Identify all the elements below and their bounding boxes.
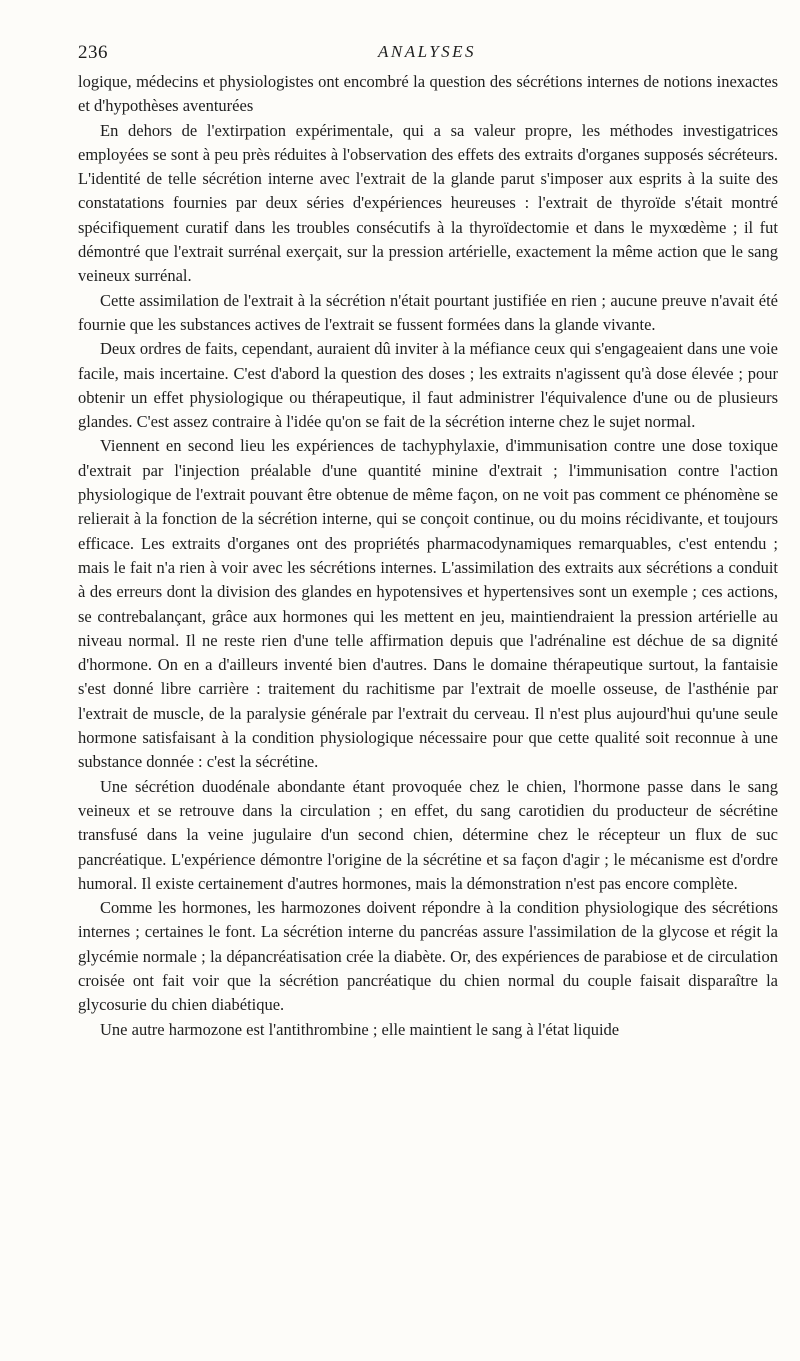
paragraph: Une autre harmozone est l'antithrombine ; elle maintient le sang à l'état liquide: [100, 1019, 620, 1039]
paragraph: Une sécrétion duodénale abondante étant provoquée chez le chien, l'hormone passe dans le sang veineux et se retrouve dans la circulation ; en effet, du sang carotidien du producteur de sécrétine transfusé dans la veine jugulaire d'un second chien, détermine chez le récepteur un flux de suc pancréatique. L'expérience démontre l'origine de la sécrétine et sa façon d'agir ; le mécanisme est d'ordre humoral. Il existe certainement d'autres hormones, mais la démonstration n'est pas encore complète.: [78, 776, 778, 893]
paragraph: Cette assimilation de l'extrait à la sécrétion n'était pourtant justifiée en rien ; aucune preuve n'avait été fournie que les substances actives de l'extrait se fussent formées dans la glande vivante.: [78, 290, 778, 334]
paragraph-continuation: logique, médecins et physiologistes ont encombré la question des sécrétions internes de notions inexactes et d'hypothèses aventurées: [78, 72, 778, 116]
body-text: [78, 70, 778, 1042]
running-title: ANALYSES: [377, 42, 477, 61]
paragraph: Deux ordres de faits, cependant, auraient dû inviter à la méfiance ceux qui s'engageaient dans une voie facile, mais incertaine. C'est d'abord la question des doses ; les extraits n'agissent qu'à dose élevée ; pour obtenir un effet physiologique ou thérapeutique, il faut administrer l'équivalence d'une ou de plusieurs glandes. C'est assez contraire à l'idée qu'on se fait de la sécrétion interne chez le sujet normal.: [78, 339, 778, 432]
paragraph: Viennent en second lieu les expériences de tachyphylaxie, d'immunisation contre une dose toxique d'extrait par l'injection préalable d'une quantité minine d'extrait ; l'immunisation contre l'action physiologique de l'extrait pouvant être obtenue de même façon, on ne voit pas comment ce phénomène se relierait à la fonction de la sécrétion interne, qui se conçoit continue, ou du moins récidivante, et toujours efficace. Les extraits d'organes ont des propriétés pharmacodynamiques remarquables, c'est entendu ; mais le fait n'a rien à voir avec les sécrétions internes. L'assimilation des extraits aux sécrétions a conduit à des erreurs dont la division des glandes en hypotensives et hypertensives sont un exemple ; ces actions, se contrebalançant, grâce aux hormones qui les mettent en jeu, maintiendraient la pression artérielle au niveau normal. Il ne reste rien d'une telle affirmation depuis que l'adrénaline est déchue de sa dignité d'hormone. On en a d'ailleurs inventé bien d'autres. Dans le domaine thérapeutique surtout, la fantaisie s'est donné libre carrière : traitement du rachitisme par l'extrait de moelle osseuse, de l'asthénie par l'extrait de muscle, de la paralysie générale par l'extrait du cerveau. Il n'est plus aujourd'hui qu'une seule hormone satisfaisant à la condition physiologique nécessaire pour que cette qualité soit reconnue à une substance donnée : c'est la sécrétine.: [78, 436, 778, 772]
paragraph: En dehors de l'extirpation expérimentale, qui a sa valeur propre, les méthodes investigatrices employées se sont à peu près réduites à l'observation des effets des extraits d'organes supposés sécréteurs. L'identité de telle sécrétion interne avec l'extrait de la glande parut s'imposer aux esprits à la suite des constatations fournies par deux séries d'expériences heureuses : l'extrait de thyroïde s'était montré spécifiquement curatif dans les troubles consécutifs à la thyroïdectomie et dans le myxœdème ; il fut démontré que l'extrait surrénal exerçait, sur la pression artérielle, exactement la même action que le sang veineux surrénal.: [78, 120, 778, 286]
page-header: [78, 42, 776, 72]
paragraph: Comme les hormones, les harmozones doivent répondre à la condition physiologique des sécrétions internes ; certaines le font. La sécrétion interne du pancréas assure l'assimilation de la glycose et régit la glycémie normale ; la dépancréatisation crée la diabète. Or, des expériences de parabiose et de circulation croisée ont fait voir que la sécrétion pancréatique du chien normal du couple faisait disparaître la glycosurie du chien diabétique.: [78, 898, 778, 1015]
page-number: 236: [78, 42, 108, 63]
